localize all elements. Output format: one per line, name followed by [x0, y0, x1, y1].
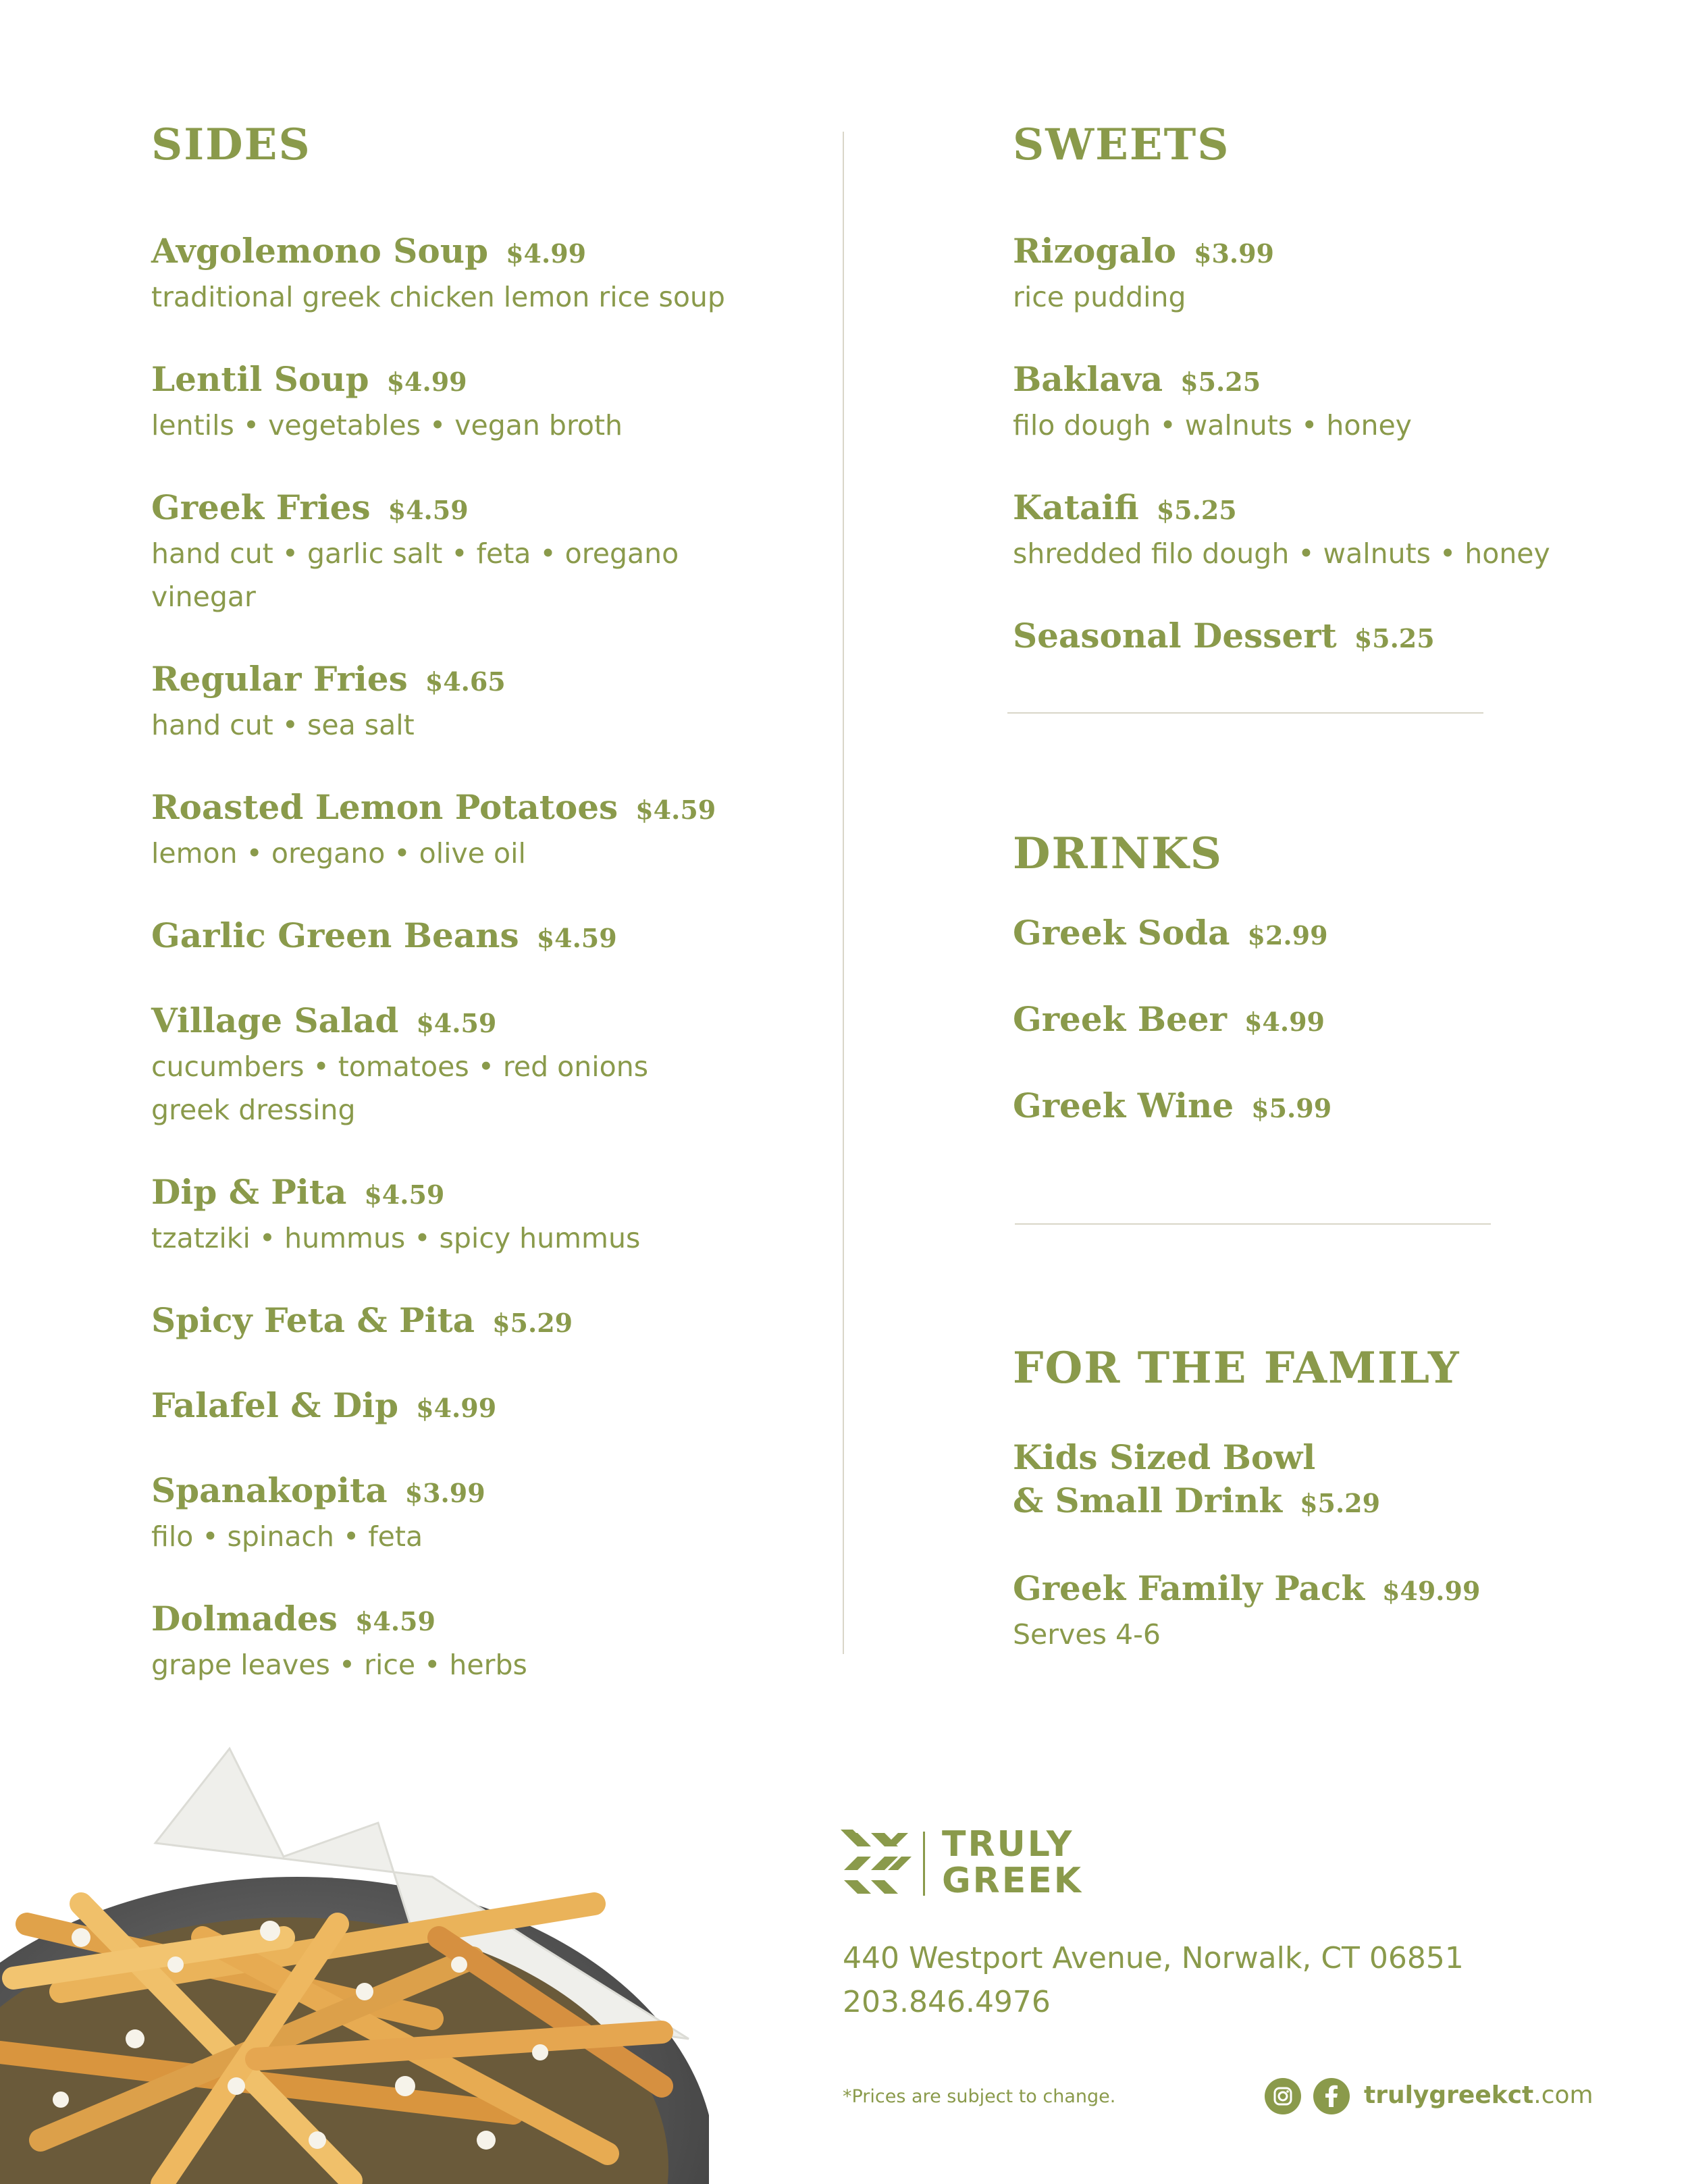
item-name: Kids Sized Bowl [1013, 1437, 1316, 1477]
sweets-title: SWEETS [1013, 119, 1230, 170]
item-name: Lentil Soup [151, 359, 369, 399]
item-name: Dip & Pita [151, 1172, 347, 1212]
item-name: Greek Fries [151, 487, 371, 527]
item-price: $5.25 [1156, 495, 1237, 525]
item-name-line [151, 1384, 826, 1430]
item-description: greek dressing [151, 1094, 356, 1126]
item-name: Rizogalo [1013, 231, 1176, 271]
menu-item [1013, 1567, 1620, 1656]
sweets-divider [1007, 712, 1483, 714]
item-name-line [1013, 998, 1553, 1044]
menu-item [1013, 998, 1553, 1044]
drinks-list [1013, 911, 1553, 1130]
sides-title: SIDES [151, 119, 311, 170]
item-description: lemon • oregano • olive oil [151, 837, 526, 870]
menu-item [1013, 1084, 1553, 1130]
item-price: $5.25 [1180, 367, 1261, 397]
item-description: traditional greek chicken lemon rice soup [151, 281, 725, 313]
item-price: $4.59 [354, 1606, 436, 1636]
item-name: Kataifi [1013, 487, 1139, 527]
item-name: Spicy Feta & Pita [151, 1300, 475, 1340]
item-name-line [151, 914, 826, 960]
item-name-line [151, 658, 826, 703]
item-name-line [151, 358, 826, 404]
menu-item [1013, 358, 1553, 447]
item-name-line [1013, 911, 1553, 957]
menu-item [151, 1171, 826, 1260]
sides-section [151, 115, 826, 1686]
item-description: filo • spinach • feta [151, 1520, 423, 1553]
item-price: $4.65 [425, 666, 506, 697]
menu-item [151, 230, 826, 319]
right-column [1013, 115, 1553, 660]
item-description: hand cut • sea salt [151, 709, 415, 741]
menu-item [1013, 1436, 1620, 1525]
logo-wordmark [942, 1826, 1083, 1899]
item-name: Falafel & Dip [151, 1385, 399, 1425]
item-description: hand cut • garlic salt • feta • oregano [151, 537, 679, 570]
item-name-line [151, 1171, 826, 1217]
item-name-line [1013, 358, 1553, 404]
item-description: Serves 4-6 [1013, 1618, 1161, 1651]
menu-item [151, 1597, 826, 1686]
address: 440 Westport Avenue, Norwalk, CT 06851 [843, 1941, 1464, 1975]
item-price: $3.99 [404, 1478, 485, 1508]
item-price: $4.99 [386, 367, 467, 397]
menu-item [151, 1384, 826, 1430]
website-link[interactable] [1364, 2081, 1593, 2109]
item-name: & Small Drink [1013, 1481, 1283, 1520]
logo-line-2: GREEK [942, 1861, 1084, 1901]
family-section [1013, 1338, 1620, 1656]
item-price: $5.99 [1251, 1093, 1332, 1123]
family-title: FOR THE FAMILY [1013, 1343, 1460, 1393]
item-name: Baklava [1013, 359, 1163, 399]
item-price: $5.25 [1354, 623, 1435, 654]
drinks-section [1013, 824, 1553, 1130]
website-suffix[interactable]: .com [1533, 2081, 1593, 2109]
item-name: Spanakopita [151, 1470, 388, 1510]
item-price: $4.59 [635, 795, 716, 825]
item-name: Regular Fries [151, 659, 408, 699]
item-name-line [151, 1469, 826, 1515]
item-name: Seasonal Dessert [1013, 616, 1337, 656]
item-name: Greek Soda [1013, 913, 1230, 953]
item-price: $4.59 [416, 1008, 497, 1038]
menu-item [1013, 230, 1553, 319]
website-name[interactable]: trulygreekct [1364, 2081, 1534, 2109]
item-description: rice pudding [1013, 281, 1186, 313]
item-name-line [151, 230, 826, 275]
item-description: vinegar [151, 581, 256, 613]
instagram-icon[interactable] [1265, 2078, 1301, 2114]
menu-item [151, 1469, 826, 1558]
item-name: Avgolemono Soup [151, 231, 489, 271]
item-name-line [151, 999, 826, 1045]
item-name: Greek Wine [1013, 1086, 1234, 1125]
menu-item [151, 999, 826, 1131]
family-list [1013, 1436, 1620, 1656]
item-price: $2.99 [1247, 920, 1328, 951]
column-divider [843, 132, 844, 1654]
menu-item [1013, 486, 1553, 575]
item-price: $4.59 [364, 1179, 445, 1210]
facebook-icon[interactable] [1313, 2078, 1350, 2114]
item-name: Dolmades [151, 1599, 338, 1639]
menu-item [1013, 911, 1553, 957]
item-name: Greek Family Pack [1013, 1568, 1365, 1608]
item-description: lentils • vegetables • vegan broth [151, 409, 623, 442]
item-price: $4.59 [536, 923, 617, 953]
item-name-line [151, 1597, 826, 1643]
menu-item [151, 914, 826, 960]
item-name: Roasted Lemon Potatoes [151, 787, 618, 827]
item-price: $5.29 [1300, 1488, 1381, 1518]
drinks-divider [1015, 1223, 1491, 1225]
item-description: grape leaves • rice • herbs [151, 1649, 527, 1681]
item-price: $3.99 [1194, 238, 1274, 269]
item-name-line [1013, 230, 1553, 275]
item-description: filo dough • walnuts • honey [1013, 409, 1412, 442]
greek-fries-photo [0, 1735, 709, 2184]
sweets-section [1013, 115, 1553, 660]
item-description: shredded filo dough • walnuts • honey [1013, 537, 1550, 570]
item-name: Garlic Green Beans [151, 915, 519, 955]
sides-list [151, 230, 826, 1686]
drinks-title: DRINKS [1013, 828, 1223, 879]
item-price: $5.29 [492, 1308, 573, 1338]
menu-item [151, 486, 826, 618]
price-disclaimer: *Prices are subject to change. [843, 2086, 1116, 2107]
item-description: tzatziki • hummus • spicy hummus [151, 1222, 641, 1254]
item-price: $4.99 [1244, 1007, 1325, 1037]
item-name-line [151, 1299, 826, 1345]
sweets-list [1013, 230, 1553, 660]
menu-item [151, 358, 826, 447]
item-name-line [151, 486, 826, 532]
item-price: $4.99 [416, 1393, 497, 1423]
item-name-line [1013, 1084, 1553, 1130]
menu-item [151, 786, 826, 875]
logo-line-1: TRULY [942, 1824, 1074, 1865]
menu-item [151, 658, 826, 747]
item-name-line [1013, 614, 1553, 660]
item-description: cucumbers • tomatoes • red onions [151, 1050, 649, 1083]
item-name: Greek Beer [1013, 999, 1227, 1039]
menu-item [1013, 614, 1553, 660]
item-name-line [1013, 486, 1553, 532]
item-price: $49.99 [1381, 1576, 1481, 1606]
item-price: $4.59 [388, 495, 469, 525]
menu-item [151, 1299, 826, 1345]
item-name: Village Salad [151, 1001, 399, 1040]
phone-number: 203.846.4976 [843, 1985, 1051, 2019]
item-name-line [151, 786, 826, 832]
item-price: $4.99 [506, 238, 587, 269]
